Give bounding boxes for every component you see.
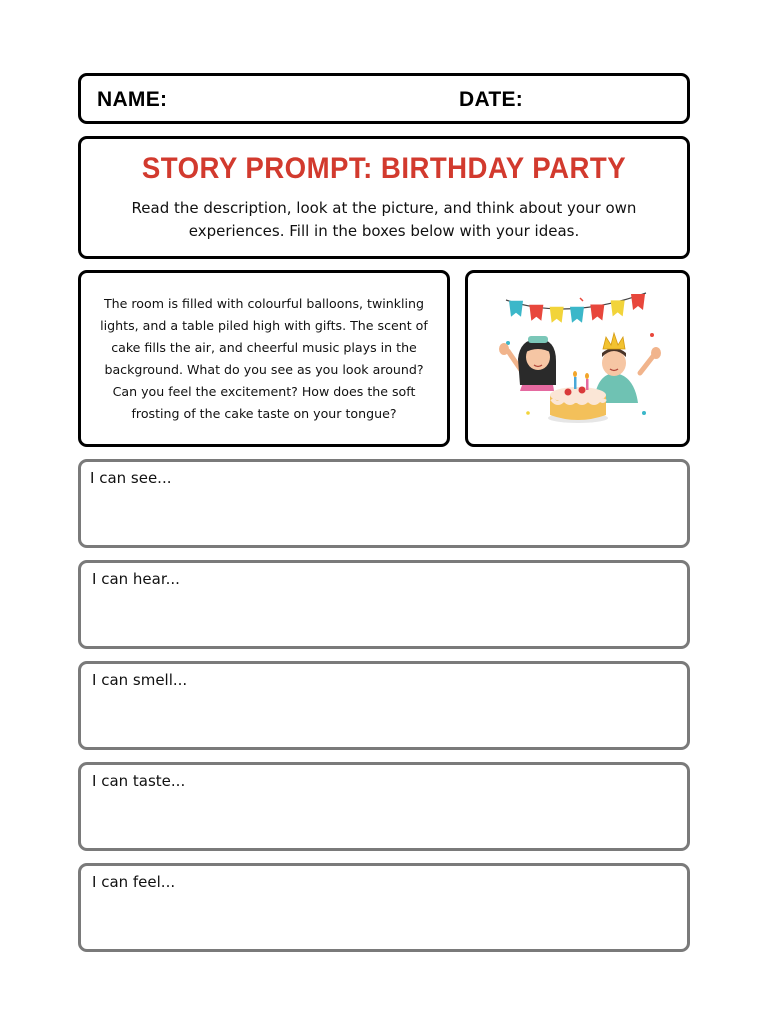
bunting-flag — [529, 305, 543, 321]
description-box — [78, 270, 450, 447]
name-date-row — [78, 73, 690, 124]
sense-label-feel: I can feel... — [92, 873, 176, 891]
bunting-flag — [550, 307, 564, 323]
prompt-title: STORY PROMPT: BIRTHDAY PARTY — [141, 152, 627, 185]
bunting-flag — [611, 300, 625, 316]
prompt-instructions: Read the description, look at the picture, and think about your own experiences. Fill in the boxes below with your ideas. — [131, 199, 637, 240]
prompt-box — [78, 136, 690, 259]
description-text: The room is filled with colourful balloons, twinkling lights, and a table piled high with gifts. The scent of cake fills the air, and cheerful music plays in the background. What do you see as you look around? Can you feel the excitement? How does the soft frosting of the cake taste on your tongue? — [100, 296, 428, 421]
bunting-flag — [590, 305, 604, 321]
name-label: NAME: — [97, 88, 168, 111]
sense-box-feel[interactable] — [78, 863, 690, 952]
bunting-flag — [509, 301, 523, 317]
sense-label-smell: I can smell... — [92, 671, 188, 689]
picture-box — [465, 270, 690, 447]
sense-label-hear: I can hear... — [92, 570, 180, 588]
bunting-flag — [631, 294, 645, 310]
date-label: DATE: — [459, 88, 524, 111]
sense-label-taste: I can taste... — [92, 772, 186, 790]
sense-box-taste[interactable] — [78, 762, 690, 851]
sense-label-see: I can see... — [90, 469, 172, 487]
bunting-flag — [570, 307, 584, 323]
sense-box-see[interactable] — [78, 459, 690, 548]
sense-box-smell[interactable] — [78, 661, 690, 750]
sense-box-hear[interactable] — [78, 560, 690, 649]
bunting-flags — [509, 294, 645, 323]
birthday-party-illustration-icon — [468, 273, 687, 444]
